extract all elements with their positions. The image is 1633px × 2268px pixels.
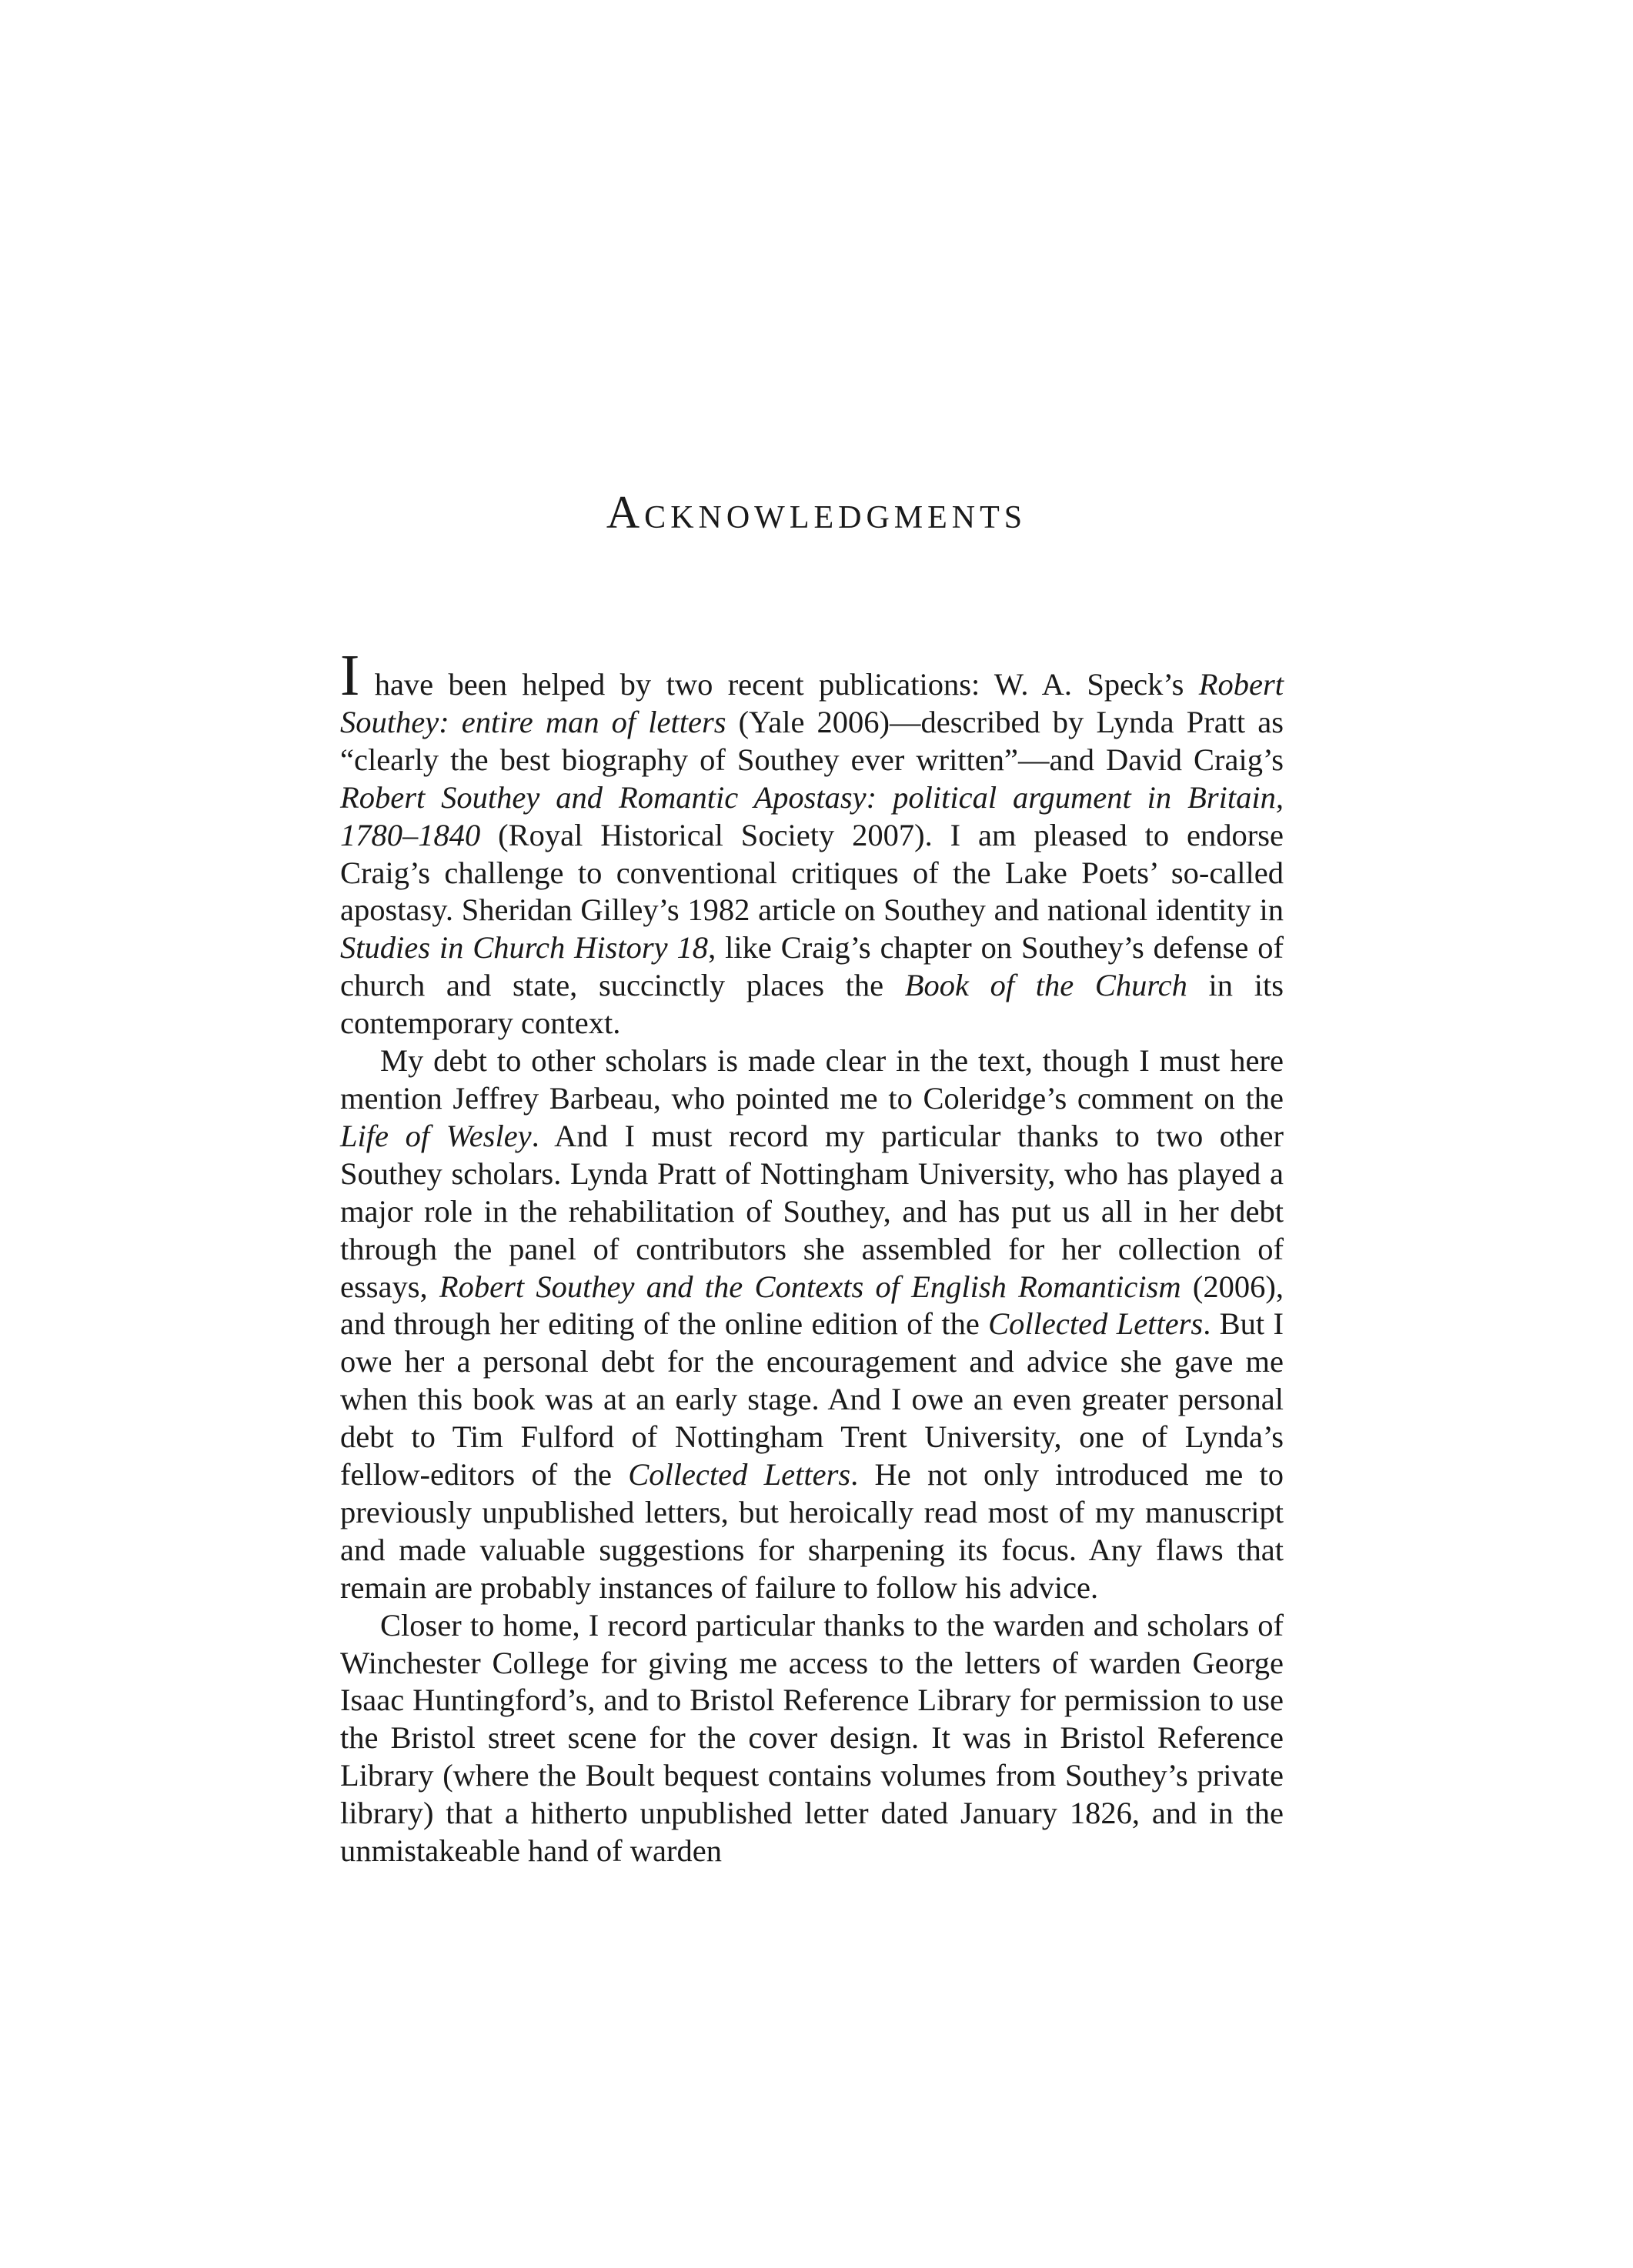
page-title: Acknowledgments xyxy=(606,487,1027,538)
text-run: (Yale 2006)—described by Lynda Pratt as “clearly the best biography of Southey ever written”—and David Craig’s xyxy=(340,704,1284,777)
text-run: My debt to other scholars is made clear in the text, though I must here mention Jeffrey Barbeau, who pointed me to Coleridge’s comment on the xyxy=(340,1043,1284,1116)
text-run: have been helped by two recent publications: W. A. Speck’s xyxy=(359,667,1199,702)
book-title: Robert Southey and the Contexts of English Romanticism xyxy=(439,1269,1181,1304)
book-title: Collected Letters xyxy=(628,1457,851,1493)
book-title: Studies in Church History 18 xyxy=(340,930,709,966)
book-title: Book of the Church xyxy=(904,968,1187,1003)
paragraph-2 xyxy=(340,1042,1284,1607)
paragraph-3 xyxy=(340,1607,1284,1870)
drop-cap: I xyxy=(340,643,360,708)
text-run: . He not only introduced me to previously unpublished letters, but heroically read most of my manuscript and made valuable suggestions for sharpening its focus. Any flaws that remain are probably instances of failure to follow his advice. xyxy=(340,1457,1284,1605)
text-run: (Royal Historical Society 2007). I am pleased to endorse Craig’s challenge to conventional critiques of the Lake Poets’ so-called apostasy. Sheridan Gilley’s 1982 article on Southey and national identity in xyxy=(340,817,1284,928)
paragraph-1 xyxy=(340,643,1284,1042)
book-title: Collected Letters xyxy=(988,1306,1204,1342)
book-title: Life of Wesley xyxy=(340,1118,532,1153)
text-run: , like Craig’s chapter on Southey’s defense of church and state, succinctly places the xyxy=(340,930,1284,1003)
book-title: Robert Southey and Romantic Apostasy: political argument in Britain, 1780–1840 xyxy=(340,779,1284,852)
body-text xyxy=(340,643,1284,1870)
text-run: in its contemporary context. xyxy=(340,968,1284,1041)
text-run: . But I owe her a personal debt for the encouragement and advice she gave me when this book was at an early stage. And I owe an even greater personal debt to Tim Fulford of Nottingham Trent University, one of Lynda’s fellow-editors of the xyxy=(340,1306,1284,1493)
text-run: Closer to home, I record particular thanks to the warden and scholars of Winchester College for giving me access to the letters of warden George Isaac Huntingford’s, and to Bristol Reference Library for permission to use the Bristol street scene for the cover design. It was in Bristol Reference Library (where the Boult bequest contains volumes from Southey’s private library) that a hitherto unpublished letter dated January 1826, and in the unmistakeable hand of warden xyxy=(340,1607,1284,1869)
text-run: . And I must record my particular thanks to two other Southey scholars. Lynda Pratt of Nottingham University, who has played a major role in the rehabilitation of Southey, and has put us all in her debt through the panel of contributors she assembled for her collection of essays, xyxy=(340,1118,1284,1304)
book-title: Robert Southey: entire man of letters xyxy=(340,667,1284,739)
text-run: (2006), and through her editing of the online edition of the xyxy=(340,1269,1284,1342)
